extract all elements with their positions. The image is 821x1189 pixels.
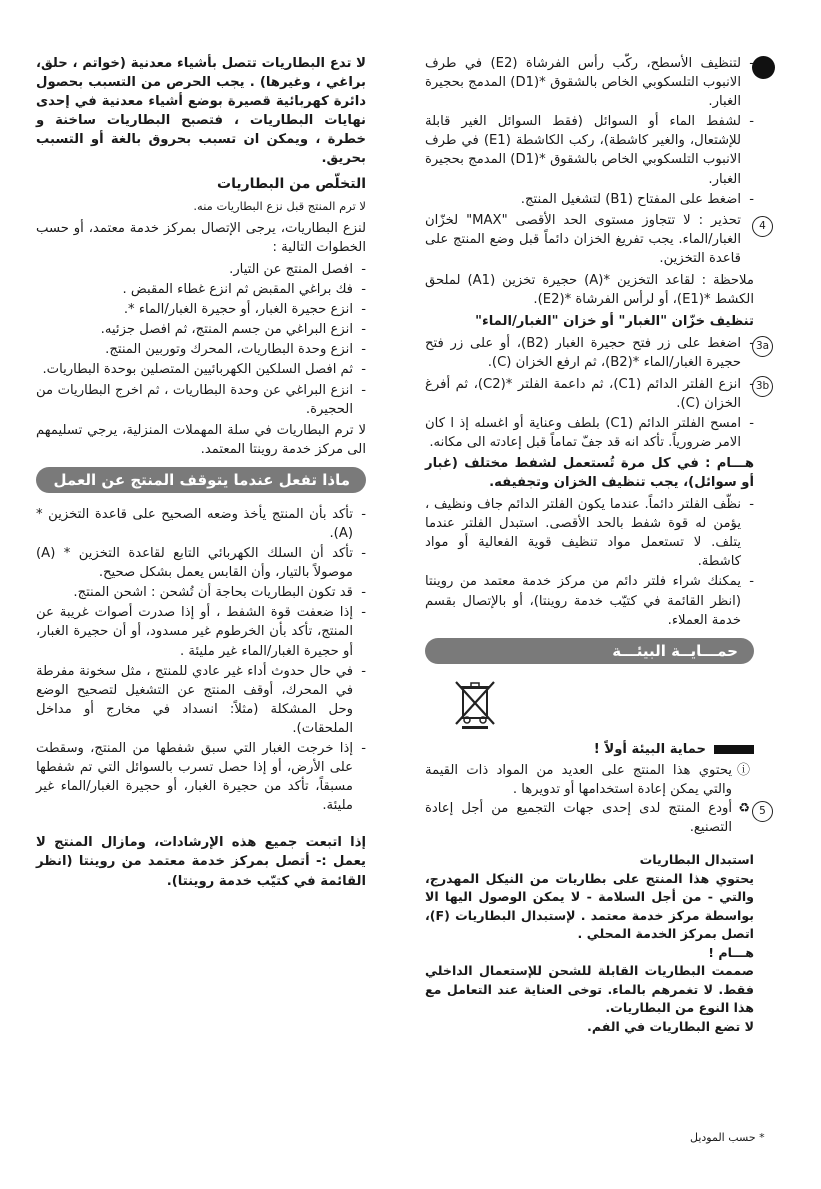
env-item-text: أودع المنتج لدى إحدى جهات التجميع من أجل إعادة التصنيع. (425, 801, 732, 836)
troubleshooting-list (36, 505, 366, 816)
note-text: ملاحظة : لقاعد التخزين *(A) حجيرة تخزين (A1) لملحق الكشط *(E1)، أو لرأس الفرشاة *(E2). (425, 273, 754, 308)
battery-replacement-block (425, 851, 754, 1036)
list-item: - إذا خرجت الغبار التي سبق شفطها من المنتج، وسقطت على الأرض، أو إذا حصل تسرب بالسوائل التي تم شفطها مسبقاً، تأكد من حجيرة الغبار، أو حجيرة الغبار/الماء غير مليئة. (36, 739, 366, 815)
battery-text: يحتوي هذا المنتج على بطاريات من النيكل المهدرج، والتي - من أجل السلامة - لا يمكن الوصول اليها الا بواسطة مركز خدمة معتمد . لإستبدال البطاريات (F)، اتصل بمركز الخدمة المحلي . (425, 870, 754, 942)
list-item: - يمكنك شراء فلتر دائم من مركز خدمة معتمد من روينتا (انظر القائمة في كتيّب خدمة روينتا)، أو بالإتصال بقسم خدمة العملاء. (425, 572, 754, 629)
crossed-bin-recycle-icon (452, 678, 498, 730)
list-item: - فك براغي المقبض ثم انزع غطاء المقبض . (36, 280, 366, 299)
troubleshooting-final: إذا اتبعت جميع هذه الإرشادات، ومازال المنتج لا يعمل :- أتصل بمركز خدمة معتمد من روينتا (انظر القائمة في كتيّب خدمة روينتا). (36, 835, 366, 889)
important-text: هـــام : في كل مرة تُستعمل لشفط مختلف (غبار أو سوائل)، يجب تنظيف الخزان وتجفيفه. (425, 455, 754, 490)
list-item: - قد تكون البطاريات بحاجة أن تُشحن : اشحن المنتج. (36, 583, 366, 602)
step-marker-3a: 3a (752, 336, 773, 357)
disposal-heading: التخلّص من البطاريات (217, 175, 366, 192)
step-3a-list (425, 334, 754, 372)
step-3b-list (425, 375, 754, 452)
env-item-collection (425, 799, 750, 837)
intro-list (425, 54, 754, 209)
section-dot-icon (752, 56, 775, 79)
list-item: - إذا ضعفت قوة الشفط ، أو إذا صدرت أصوات غريبة عن المنتج، تأكد بأن الخرطوم غير مسدود، أو أن حجيرة الغبار، أو حجيرة الغبار/الماء غير مليئة . (36, 603, 366, 660)
battery-warning: لا تدع البطاريات تتصل بأشياء معدنية (خواتم ، حلق، براغي ، وغيرها) . يجب الحرص من التسبب بحصول دائرة كهربائية قصيرة بوضع أشياء معدنية في إحدى نهايات البطاريات ، فتصبح البطاريات ساخنة و خطرة ، ويمكن ان تسبب بحروق بالغة أو التسبب بحريق. (36, 56, 366, 167)
list-item: - انزع الفلتر الدائم (C1)، ثم داعمة الفلتر *(C2)، ثم أفرغ الخزان (C). (425, 375, 754, 413)
title-bar-decoration (714, 745, 754, 754)
list-item: - لتنظيف الأسطح، ركّب رأس الفرشاة (E2) في طرف الانبوب التلسكوبي الخاص بالشقوق *(D1) المدمج بحجيرة الغبار. (425, 54, 754, 111)
disposal-steps (36, 260, 366, 419)
list-item: - تأكد بأن المنتج يأخذ وضعه الصحيح على قاعدة التخزين * (A). (36, 505, 366, 543)
list-item: - تأكد أن السلك الكهربائي التابع لقاعدة التخزين * (A) موصولاً بالتيار، وأن القابس يعمل بشكل صحيح. (36, 544, 366, 582)
disposal-note: لا ترم المنتج قبل نزع البطاريات منه. (193, 198, 366, 213)
list-item: - اضغط على زر فتح حجيرة الغبار (B2)، أو على زر فتح حجيرة الغبار/الماء *(B2)، ثم ارفع الخزان (C). (425, 334, 754, 372)
disposal-final: لا ترم البطاريات في سلة المهملات المنزلية، يرجي تسليمهم الى مركز خدمة روينتا المعتمد. (36, 422, 366, 457)
env-item-recyclable (425, 761, 750, 799)
warning-text: تحذير : لا تتجاوز مستوى الحد الأقصى "MAX" لخزّان الغبار/الماء. يجب تفريغ الخزان دائماً قبل وضع المنتج على قاعدة التخزين. (425, 212, 741, 266)
list-item: - لشفط الماء أو السوائل (فقط السوائل الغير قابلة للإشتعال، والغير كاشطة)، ركب الكاشطة (E1) في طرف الانبوب التلسكوبي الخاص بالشقوق *(D1) المدمج بحجيرة الغبار. (425, 112, 754, 188)
list-item: - افصل المنتج عن التيار. (36, 260, 366, 279)
step-marker-3b: 3b (752, 376, 773, 397)
troubleshooting-section-bar: ماذا تفعل عندما يتوقف المنتج عن العمل (36, 467, 366, 493)
step-marker-4: 4 (752, 216, 773, 237)
right-column (425, 54, 754, 1036)
list-item: - اضغط على المفتاح (B1) لتشغيل المنتج. (425, 190, 754, 209)
list-item: - في حال حدوث أداء غير عادي للمنتج ، مثل سخونة مفرطة في المحرك، أوقف المنتج عن التشغيل لتصحيح الوضع وحل المشكلة (مثلاً: انسداد في مخارج أو مداخل الملحقات). (36, 662, 366, 738)
env-item-text: يحتوي هذا المنتج على العديد من المواد ذات القيمة والتي يمكن إعادة استخدامها أو تدويرها . (425, 762, 732, 797)
list-item: - انزع البراغي من جسم المنتج، ثم افصل جزئيه. (36, 320, 366, 339)
battery-important: هـــام ! (708, 944, 754, 960)
disposal-intro: لنزع البطاريات، يرجى الإتصال بمركز خدمة معتمد، أو حسب الخطوات التالية : (36, 220, 366, 255)
battery-heading: استبدال البطاريات (639, 852, 754, 868)
recycle-icon: ♻ (738, 801, 750, 817)
list-item: - نظّف الفلتر دائماً. عندما يكون الفلتر الدائم جاف ونظيف ، يؤمن له قوة شفط بالحد الأقصى. استبدل الفلتر عندما يتلف. لا تستعمل مواد تنظيف قوية الفعالية أو مواد كاشطة. (425, 495, 754, 571)
battery-text: لا تضع البطاريات في الفم. (587, 1018, 754, 1034)
list-item: - ثم افصل السلكين الكهربائيين المتصلين بوحدة البطاريات. (36, 360, 366, 379)
left-column (36, 54, 366, 894)
list-item: - امسح الفلتر الدائم (C1) بلطف وعناية أو اغسله إذ ا كان الامر ضرورياً. تأكد انه قد جفّ تماماً قبل إعادته الى مكانه. (425, 414, 754, 452)
environment-title (425, 740, 754, 759)
environment-section-bar: حمـــايــة البيئـــة (425, 638, 754, 664)
cleaning-heading: تنظيف خزّان "الغبار" أو خزان "الغبار/الماء" (475, 314, 754, 330)
list-item: - انزع حجيرة الغبار، أو حجيرة الغبار/الماء *. (36, 300, 366, 319)
battery-text: صممت البطاريات القابلة للشحن للإستعمال الداخلي فقط. لا تغمرهم بالماء. توخى العناية عند التعامل مع هذا النوع من البطاريات. (425, 963, 754, 1016)
info-circle-icon: ⓘ (736, 762, 750, 778)
list-item: - انزع وحدة البطاريات، المحرك وتوربين المنتج. (36, 340, 366, 359)
filter-list (425, 495, 754, 630)
footnote: * حسب الموديل (690, 1131, 765, 1144)
environment-title-text: حماية البيئة أولاً ! (593, 741, 706, 757)
step-marker-5: 5 (752, 801, 773, 822)
list-item: - انزع البراغي عن وحدة البطاريات ، ثم اخرج البطاريات من الحجيرة. (36, 381, 366, 419)
